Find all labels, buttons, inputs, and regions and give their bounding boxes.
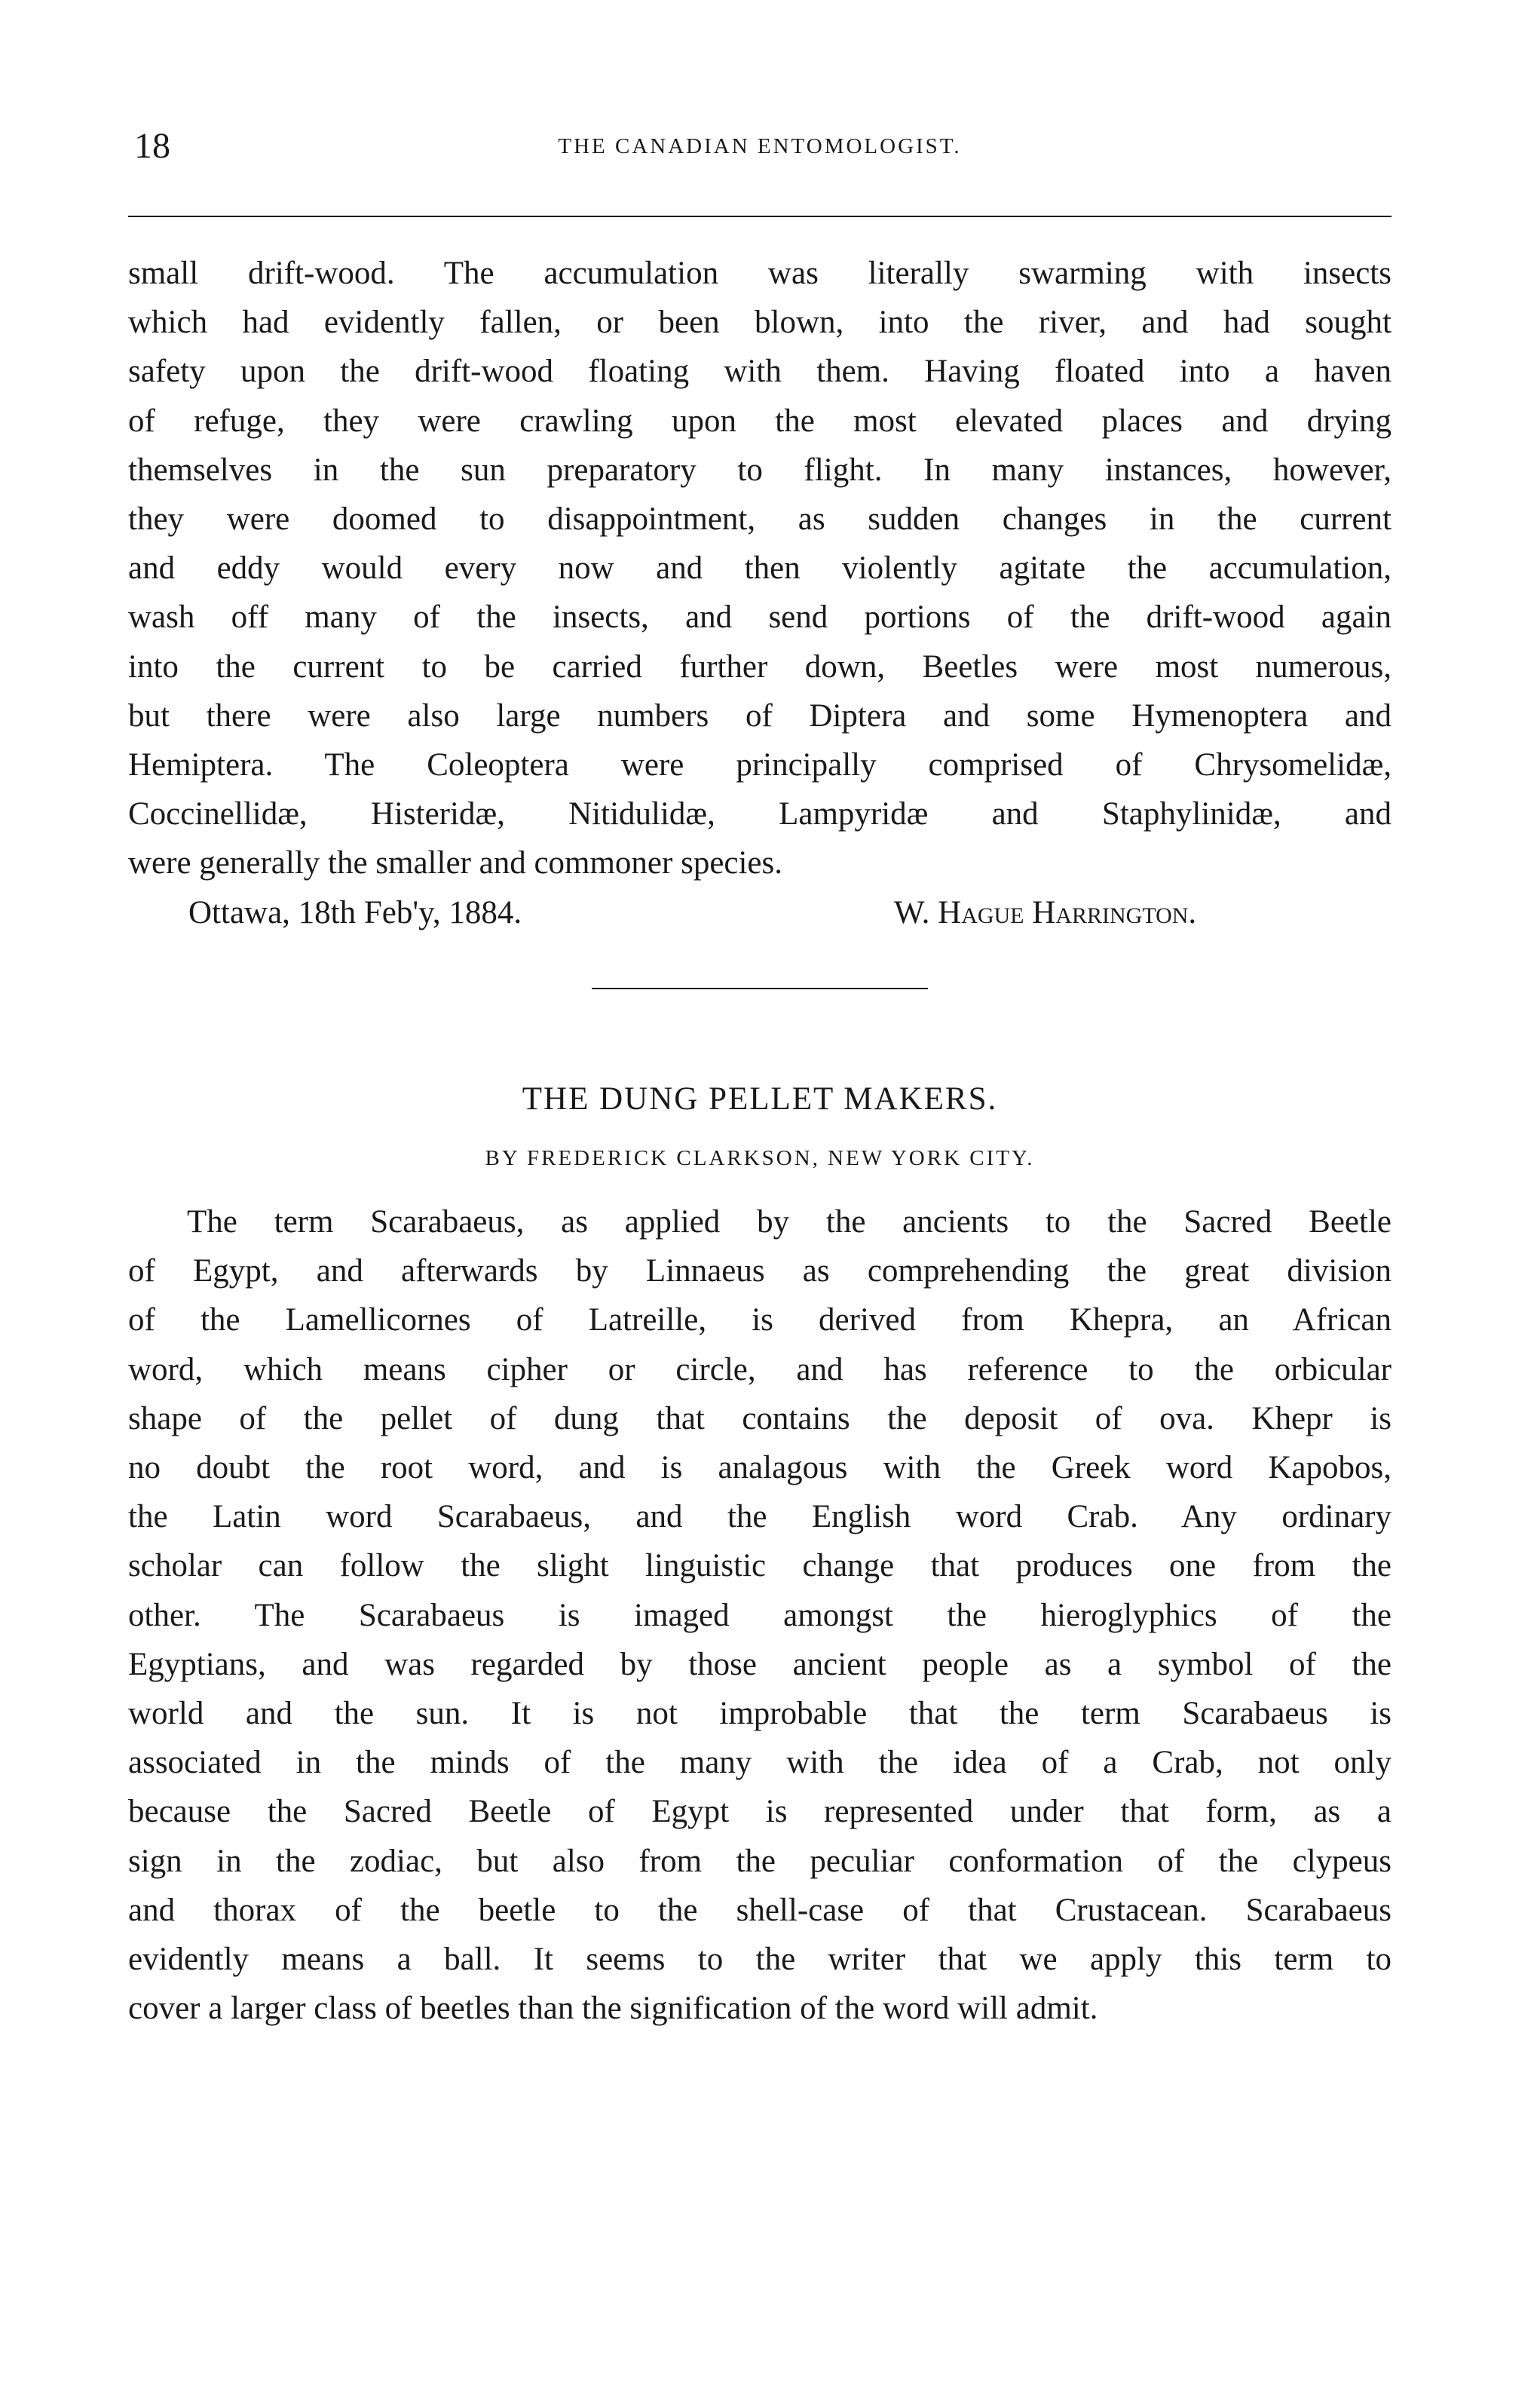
text-line: of Egypt, and afterwards by Linnaeus as comprehending the great division — [128, 1253, 1392, 1289]
header-rule — [128, 216, 1392, 217]
article-byline: BY FREDERICK CLARKSON, NEW YORK CITY. — [485, 1146, 1035, 1171]
article1-author: W. Hague Harrington. — [894, 894, 1197, 930]
text-line: The term Scarabaeus, as applied by the ancients to the Sacred Beetle — [187, 1204, 1392, 1240]
text-line: small drift-wood. The accumulation was literally swarming with insects — [128, 256, 1392, 291]
running-head: THE CANADIAN ENTOMOLOGIST. — [558, 134, 962, 158]
section-divider — [592, 988, 928, 989]
text-line: Egyptians, and was regarded by those ancient people as a symbol of the — [128, 1646, 1392, 1682]
text-line: which had evidently fallen, or been blown, into the river, and had sought — [128, 305, 1392, 341]
text-line: because the Sacred Beetle of Egypt is represented under that form, as a — [128, 1794, 1392, 1830]
text-line: no doubt the root word, and is analagous with the Greek word Kapobos, — [128, 1450, 1392, 1486]
text-line: other. The Scarabaeus is imaged amongst the hieroglyphics of the — [128, 1597, 1392, 1633]
page-number: 18 — [134, 126, 170, 166]
text-line: Coccinellidæ, Histeridæ, Nitidulidæ, Lampyridæ and Staphylinidæ, and — [128, 796, 1392, 832]
text-line: into the current to be carried further down, Beetles were most numerous, — [128, 648, 1392, 685]
text-line: themselves in the sun preparatory to flight. In many instances, however, — [128, 452, 1392, 488]
text-line: and thorax of the beetle to the shell-case of that Crustacean. Scarabaeus — [128, 1892, 1392, 1928]
place-date: Ottawa, 18th Feb'y, 1884. — [188, 894, 522, 930]
text-line: shape of the pellet of dung that contains the deposit of ova. Khepr is — [128, 1400, 1392, 1436]
text-line: sign in the zodiac, but also from the peculiar conformation of the clypeus — [128, 1843, 1392, 1879]
article1-signature — [128, 888, 1392, 938]
text-line: word, which means cipher or circle, and has reference to the orbicular — [128, 1351, 1392, 1387]
text-line: wash off many of the insects, and send portions of the drift-wood again — [128, 599, 1392, 636]
text-line: and eddy would every now and then violently agitate the accumulation, — [128, 550, 1392, 587]
page-header — [128, 113, 1392, 173]
text-line: evidently means a ball. It seems to the writer that we apply this term to — [128, 1942, 1392, 1978]
article-title: THE DUNG PELLET MAKERS. — [522, 1081, 998, 1117]
text-line: but there were also large numbers of Diptera and some Hymenoptera and — [128, 697, 1392, 734]
text-line: the Latin word Scarabaeus, and the English word Crab. Any ordinary — [128, 1499, 1392, 1535]
text-line: of the Lamellicornes of Latreille, is derived from Khepra, an African — [128, 1302, 1392, 1338]
text-line: cover a larger class of beetles than the signification of the word will admit. — [128, 1991, 1098, 2027]
text-line: of refuge, they were crawling upon the most elevated places and drying — [128, 403, 1392, 439]
text-line: Hemiptera. The Coleoptera were principally comprised of Chrysomelidæ, — [128, 747, 1392, 783]
text-line: world and the sun. It is not improbable that the term Scarabaeus is — [128, 1696, 1392, 1732]
article2-paragraph — [128, 1197, 1392, 2033]
text-line: they were doomed to disappointment, as sudden changes in the current — [128, 501, 1392, 538]
text-line: associated in the minds of the many with the idea of a Crab, not only — [128, 1745, 1392, 1781]
text-line: safety upon the drift-wood floating with them. Having floated into a haven — [128, 354, 1392, 390]
text-line: were generally the smaller and commoner species. — [128, 845, 782, 881]
document-page — [128, 113, 1392, 2027]
article1-paragraph — [128, 249, 1392, 888]
text-line: scholar can follow the slight linguistic change that produces one from the — [128, 1548, 1392, 1584]
page-content — [128, 249, 1392, 2033]
